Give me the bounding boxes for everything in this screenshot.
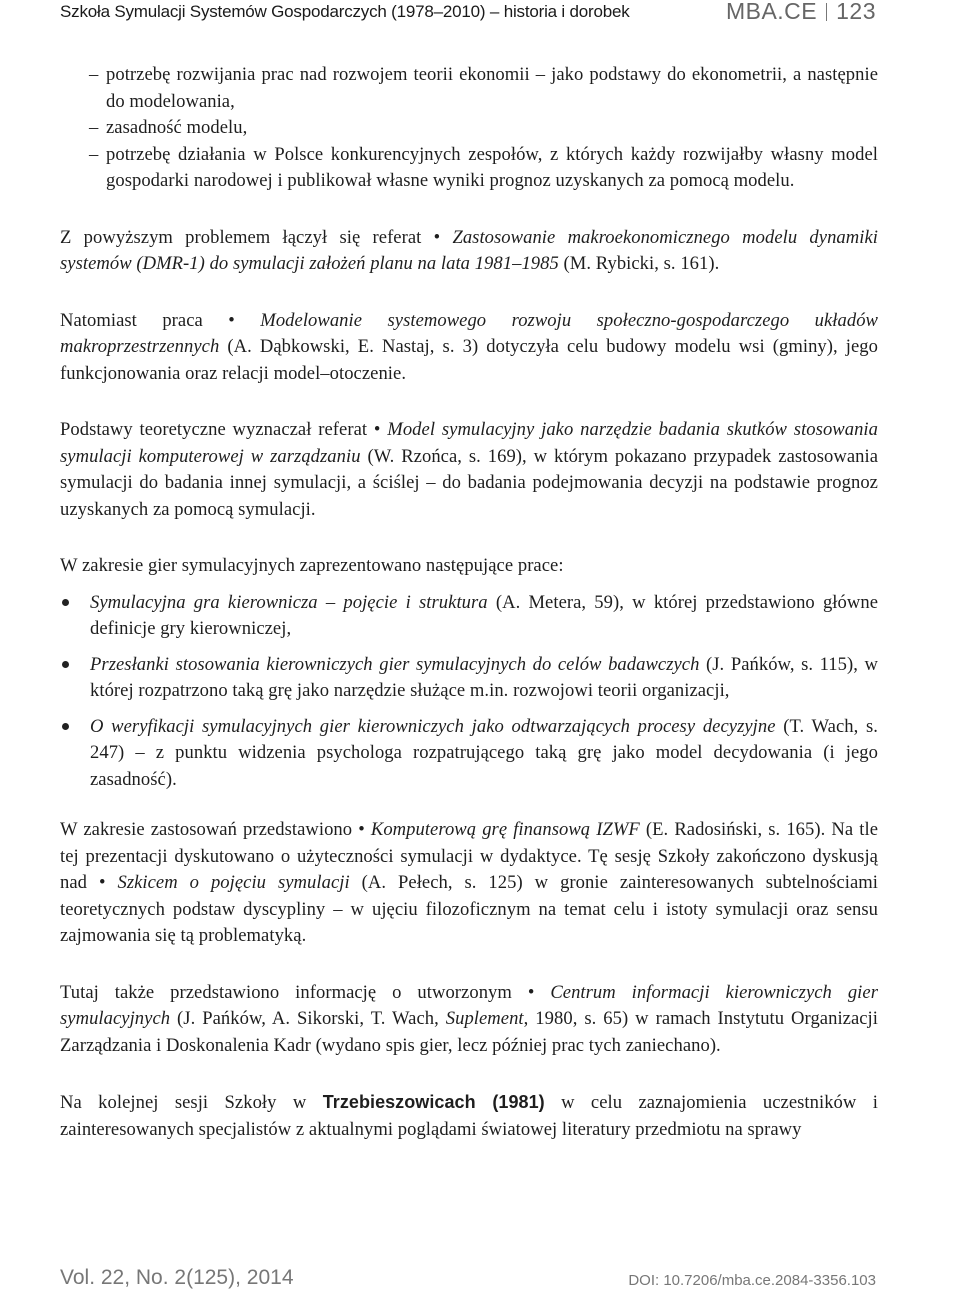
article-body: [60, 62, 878, 1173]
page-footer: [0, 1262, 960, 1302]
list-item: – zasadność modelu,: [60, 115, 878, 142]
bullet-dot-icon: [62, 723, 69, 730]
games-list: [60, 590, 878, 794]
list-item: – potrzebę rozwijania prac nad rozwojem teorii ekonomii – jako podstawy do ekonometrii, a następnie do modelowania,: [89, 64, 878, 112]
bullet-mark: •: [228, 309, 235, 331]
journal-page-marker: [726, 0, 876, 25]
bullet-mark: •: [433, 226, 441, 248]
bullet-dot-icon: [62, 661, 69, 668]
list-item: Przesłanki stosowania kierowniczych gier symulacyjnych do celów badawczych (J. Pańków, s. 115), w której rozpatrzono taką grę jako narzędzie służące m.in. rozwojowi teorii organizacji,: [60, 652, 878, 705]
running-header: [0, 0, 960, 36]
dash-mark: –: [89, 143, 99, 165]
work-title: Komputerową grę finansową IZWF: [370, 819, 640, 840]
list-item: Symulacyjna gra kierownicza – pojęcie i struktura (A. Metera, 59), w której przedstawiono główne definicje gry kierowniczej,: [60, 590, 878, 643]
paragraph-info-center: Tutaj także przedstawiono informację o utworzonym • Centrum informacji kierowniczych gier symulacyjnych (J. Pańków, A. Sikorski, T. Wach, Suplement, 1980, s. 65) w ramach Instytutu Organizacji Zarządzania i Doskonalenia Kadr (wydano spis gier, lecz później prac tych zaniechano).: [60, 981, 878, 1056]
work-title: Centrum informacji kierowniczych gier symulacyjnych: [60, 981, 878, 1029]
doi: DOI: 10.7206/mba.ce.2084-3356.103: [628, 1272, 876, 1289]
work-title: Szkicem o pojęciu symulacji: [117, 872, 350, 893]
session-location: Trzebieszowicach (1981): [322, 1092, 545, 1112]
list-item: O weryfikacji symulacyjnych gier kierowniczych jako odtwarzających procesy decyzyjne (T. Wach, s. 247) – z punktu widzenia psychologa rozpatrującego taką grę jako model decydowania (i jego zasadność).: [60, 714, 878, 794]
work-title: Model symulacyjny jako narzędzie badania skutków stosowania symulacji komputerowej w zarządzaniu: [60, 419, 878, 467]
bullet-mark: •: [358, 819, 365, 840]
paragraph-theory: Podstawy teoretyczne wyznaczał referat • Model symulacyjny jako narzędzie badania skutków stosowania symulacji komputerowej w zarządzaniu (W. Rzońca, s. 169), w którym pokazano przypadek zastosowania symulacji do badania innej symulacji, a ściślej – do badania podejmowania decyzji na podstawie prognoz uzyskanych za pomocą symulacji.: [60, 419, 879, 520]
dash-list: [60, 62, 878, 195]
bullet-dot-icon: [62, 599, 69, 606]
running-title: Szkoła Symulacji Systemów Gospodarczych (1978–2010) – historia i dorobek: [60, 2, 630, 21]
dash-mark: –: [89, 117, 99, 138]
bullet-mark: •: [98, 872, 106, 893]
list-item: – potrzebę działania w Polsce konkurencyjnych zespołów, z których każdy rozwijałby własny model gospodarki narodowej i publikował własne wyniki prognoz uzyskanych za pomocą modelu.: [89, 143, 878, 191]
bullet-mark: •: [373, 419, 381, 440]
paragraph-games-intro: W zakresie gier symulacyjnych zaprezentowano następujące prace:: [60, 555, 564, 576]
bullet-mark: •: [527, 981, 535, 1003]
dash-mark: –: [89, 64, 99, 85]
paragraph-macrospace: Natomiast praca • Modelowanie systemowego rozwoju społeczno-gospodarczego układów makroprzestrzennych (A. Dąbkowski, E. Nastaj, s. 3) dotyczyła celu budowy modelu wsi (gminy), jego funkcjonowania oraz relacji model–otoczenie.: [60, 309, 878, 384]
paragraph-applications: W zakresie zastosowań przedstawiono • Komputerową grę finansową IZWF (E. Radosiński, s. 165). Na tle tej prezentacji dyskutowano o użyteczności symulacji w dydaktyce. Tę sesję Szkoły zakończono dyskusją nad • Szkicem o pojęciu symulacji (A. Pełech, s. 125) w gronie zainteresowanych subtelnościami teoretycznych podstaw dyscypliny – w ujęciu filozoficznym na temat celu i istoty symulacji oraz sensu zajmowania się tą problematyką.: [60, 819, 879, 946]
paragraph-next-session: Na kolejnej sesji Szkoły w Trzebieszowicach (1981) w celu zaznajomienia uczestników i zainteresowanych specjalistów z aktualnymi poglądami światowej literatury przedmiotu na sprawy: [60, 1092, 878, 1140]
work-title: Zastosowanie makroekonomicznego modelu dynamiki systemów (DMR-1) do symulacji założeń planu na lata 1981–1985: [60, 226, 878, 274]
volume-info: Vol. 22, No. 2(125), 2014: [60, 1266, 294, 1289]
work-title: Modelowanie systemowego rozwoju społeczno-gospodarczego układów makroprzestrzennych: [60, 309, 878, 357]
journal-name: MBA.CE: [725, 0, 818, 24]
paragraph-dmr-model: Z powyższym problemem łączył się referat • Zastosowanie makroekonomicznego modelu dynamiki systemów (DMR-1) do symulacji założeń planu na lata 1981–1985 (M. Rybicki, s. 161).: [60, 226, 878, 274]
page-number: 123: [836, 0, 876, 24]
header-separator: [826, 3, 827, 21]
